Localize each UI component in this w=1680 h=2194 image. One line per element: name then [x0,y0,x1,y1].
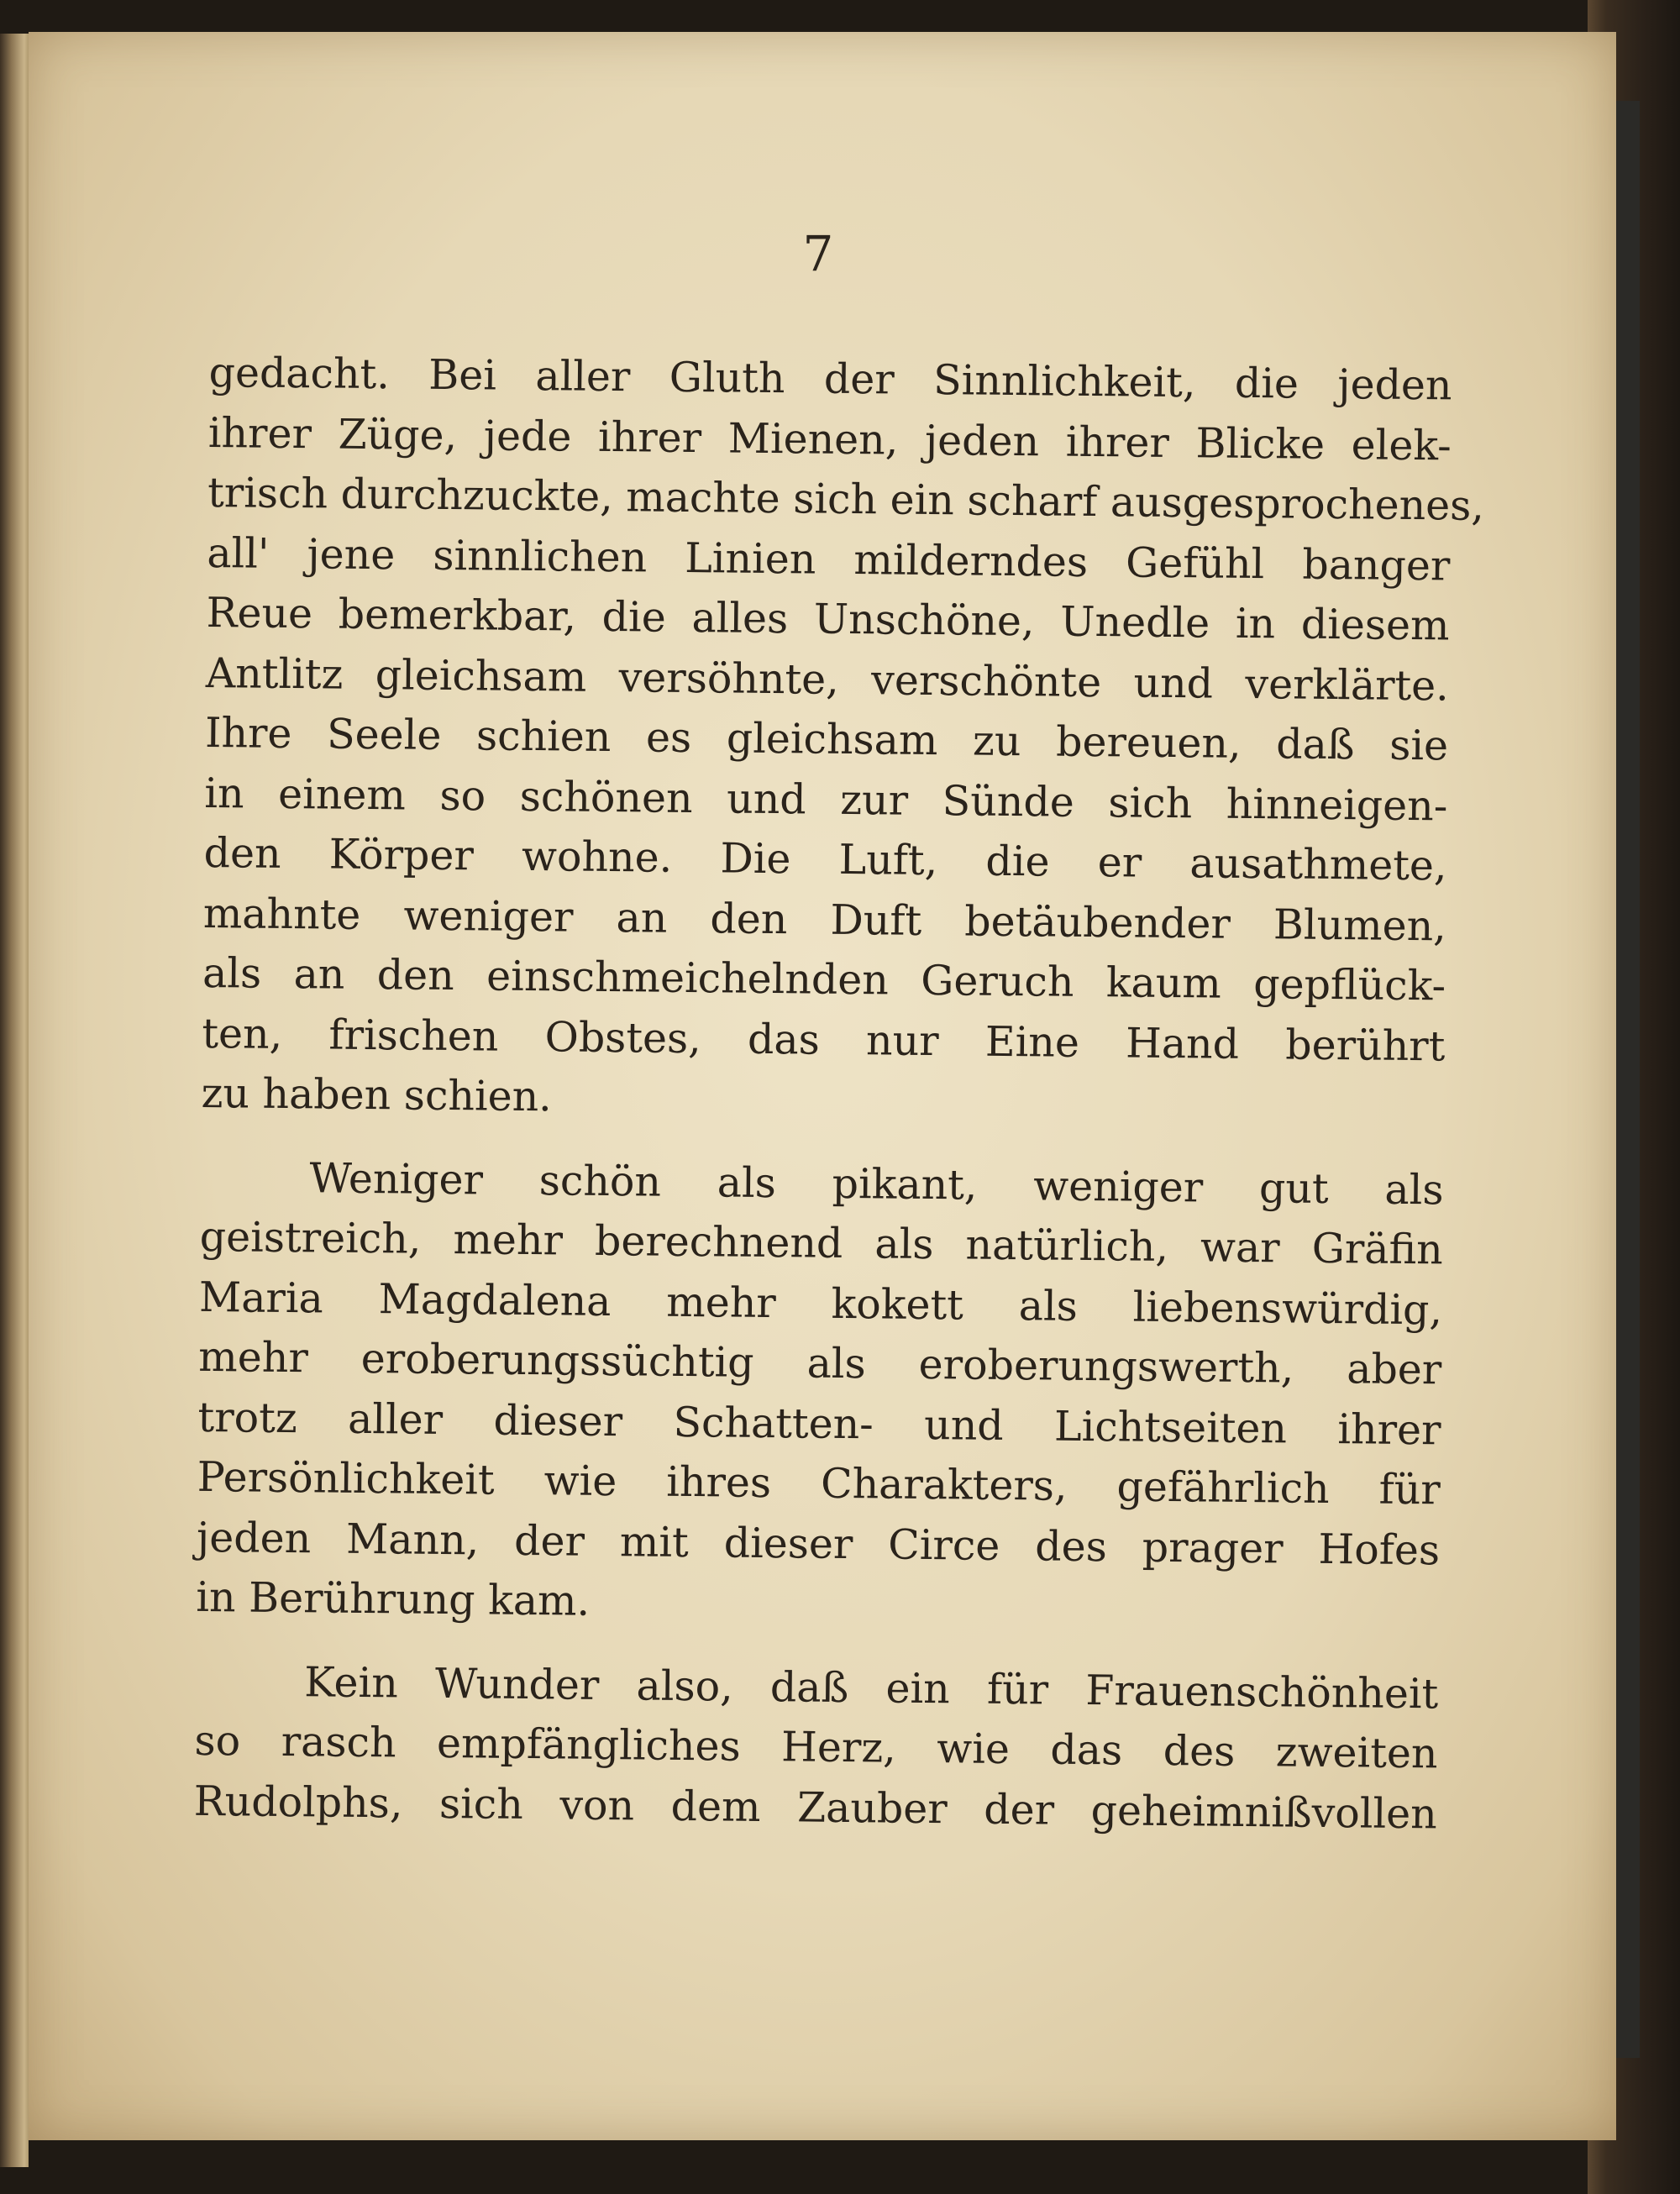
paragraph-3 [193,1651,1438,1844]
text-line: ten, frischen Obstes, das nur Eine Hand berührt [202,1009,1446,1070]
text-line: geistreich, mehr berechnend als natürlich, war Gräfin [199,1212,1444,1274]
text-line: Maria Magdalena mehr kokett als liebenswürdig, [198,1273,1443,1334]
text-line: in einem so schönen und zur Sünde sich hinneigen- [204,769,1448,830]
text-line: trisch durchzuckte, machte sich ein scharf ausgesprochenes, [207,468,1485,530]
text-line: den Körper wohne. Die Luft, die er ausathmete, [203,828,1447,890]
text-line: Antlitz gleichsam versöhnte, verschönte und verklärte. [205,648,1450,710]
book-page [29,32,1616,2140]
text-line: mehr eroberungssüchtig als eroberungswerth, aber [198,1332,1442,1394]
facing-page-edge [0,34,29,2167]
text-line: Persönlichkeit wie ihres Charakters, gefährlich für [197,1452,1441,1514]
text-line: als an den einschmeichelnden Geruch kaum gepflück- [202,948,1446,1010]
paragraph-1 [201,343,1485,1136]
text-line: trotz aller dieser Schatten- und Lichtseiten ihrer [197,1393,1441,1454]
text-line: mahnte weniger an den Duft betäubender Blumen, [202,889,1447,950]
text-line: Ihre Seele schien es gleichsam zu bereuen, daß sie [204,708,1449,770]
text-line: all' jene sinnlichen Linien milderndes Gefühl banger [207,528,1451,590]
paragraph-2 [196,1147,1444,1640]
body-text [193,343,1485,1844]
text-line: Rudolphs, sich von dem Zauber der geheimnißvollen [193,1777,1438,1838]
text-line: in Berührung kam. [196,1572,591,1625]
text-line: Kein Wunder also, daß ein für Frauenschönheit [304,1657,1439,1718]
text-line: so rasch empfängliches Herz, wie das des zweiten [194,1716,1438,1778]
text-line: Reue bemerkbar, die alles Unschöne, Unedle in diesem [206,588,1450,650]
page-number: 7 [802,225,834,282]
text-line: zu haben schien. [201,1068,553,1121]
text-line: jeden Mann, der mit dieser Circe des prager Hofes [196,1513,1441,1574]
text-line: Weniger schön als pikant, weniger gut als [309,1153,1444,1214]
text-line: gedacht. Bei aller Gluth der Sinnlichkeit, die jeden [208,348,1452,410]
text-line: ihrer Züge, jede ihrer Mienen, jeden ihrer Blicke elek- [207,408,1452,470]
